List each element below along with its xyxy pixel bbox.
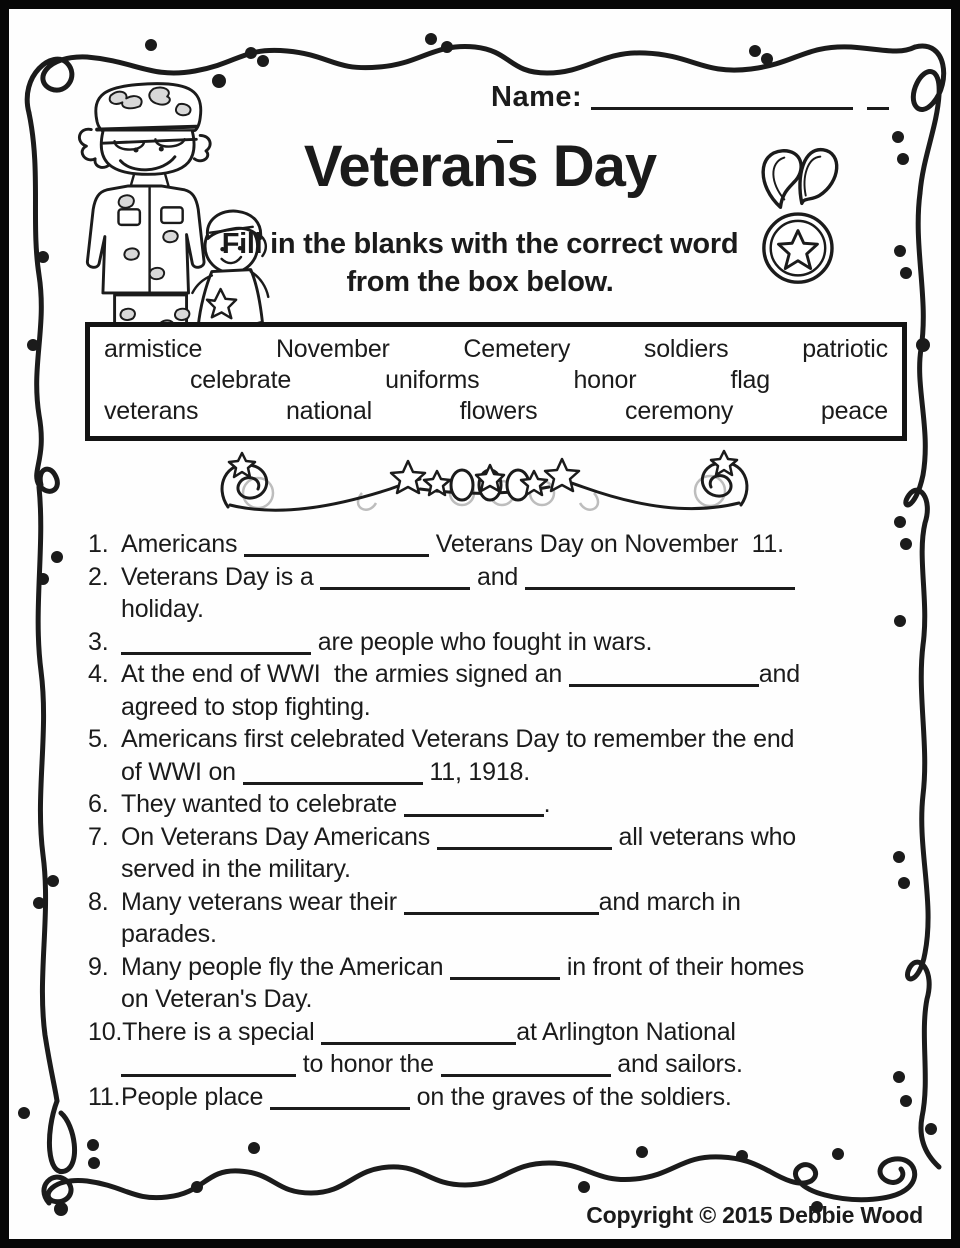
question-text: parades. (121, 920, 217, 948)
question-line (88, 756, 908, 789)
fill-in-blank (450, 957, 560, 980)
question-text: Veterans Day is a (121, 562, 321, 591)
question-text: and sailors. (610, 1050, 743, 1078)
question (88, 528, 908, 561)
fill-in-blank (404, 794, 544, 817)
copyright-text: Copyright © 2015 Debbie Wood (586, 1202, 923, 1228)
question-line (88, 723, 908, 756)
question (88, 658, 908, 723)
question-text: and (758, 660, 800, 688)
question-text: in front of their homes (560, 952, 805, 981)
star-medal-icon (747, 143, 845, 289)
fill-in-blank (441, 1054, 611, 1077)
question-text: of WWI on (121, 757, 243, 786)
word-bank-row (104, 334, 888, 365)
question-number: 2. (88, 562, 109, 591)
question-line (88, 1016, 908, 1049)
question-number: 5. (88, 725, 109, 753)
word-bank-word: veterans (104, 397, 199, 425)
question-line (88, 983, 908, 1016)
question-text: all veterans who (611, 822, 796, 851)
fill-in-blank (121, 632, 311, 655)
word-bank-word: armistice (104, 335, 203, 363)
question-text: There is a special (122, 1017, 322, 1046)
question-line (88, 1048, 908, 1081)
fill-in-blank (321, 1022, 516, 1045)
question-number: 8. (88, 887, 109, 916)
question-line (88, 951, 908, 984)
word-bank-word: celebrate (190, 366, 292, 394)
question-text: and (470, 562, 525, 591)
question-text: Many veterans wear their (121, 887, 404, 916)
question-text: agreed to stop fighting. (121, 692, 371, 721)
fill-in-blank (121, 1054, 296, 1077)
question (88, 561, 908, 626)
page-title: Veterans Day (303, 134, 657, 199)
question-text: Americans first celebrated Veterans Day to remember the end (121, 725, 795, 753)
word-bank-word: Cemetery (463, 335, 571, 363)
question-text: On Veterans Day Americans (121, 822, 437, 851)
question-line (88, 1081, 908, 1114)
question-text: on Veteran's Day. (121, 985, 313, 1013)
question-line (88, 561, 908, 594)
question-text: 11, 1918. (422, 757, 530, 786)
question (88, 951, 908, 1016)
instructions-line1: Fill in the blanks with the correct word (221, 228, 739, 260)
question (88, 1016, 908, 1081)
name-blank-dash (867, 83, 889, 110)
question-line (88, 593, 908, 626)
question-line (88, 658, 908, 691)
question-text: holiday. (121, 595, 204, 623)
fill-in-blank (404, 892, 599, 915)
question-text: They wanted to celebrate (121, 790, 404, 818)
fill-in-blank (270, 1087, 410, 1110)
instructions-line2: from the box below. (346, 266, 614, 298)
question-text: are people who fought in wars. (311, 627, 653, 656)
word-bank-word: peace (820, 397, 888, 425)
word-bank-row (104, 396, 888, 427)
question (88, 626, 908, 659)
name-blank-line (591, 83, 853, 110)
word-bank-row (104, 365, 888, 396)
fill-in-blank (320, 567, 470, 590)
question (88, 723, 908, 788)
question-number: 7. (88, 822, 109, 851)
question-line (88, 626, 908, 659)
question-text: at Arlington National (516, 1017, 736, 1046)
fill-in-blank (244, 534, 429, 557)
word-bank-word: uniforms (385, 366, 480, 394)
question (88, 788, 908, 821)
question-text: to honor the (296, 1050, 441, 1078)
question-number: 9. (88, 952, 109, 981)
question-text: . (543, 790, 551, 818)
question-line (88, 821, 908, 854)
question-text: Americans (121, 530, 245, 558)
questions-list (88, 528, 908, 1113)
question-number: 4. (88, 660, 109, 688)
name-label: Name: (491, 81, 583, 113)
word-bank-word: ceremony (625, 397, 734, 425)
word-bank-word: flag (730, 366, 770, 394)
word-bank-word: soldiers (643, 335, 729, 363)
fill-in-blank (525, 567, 795, 590)
question (88, 886, 908, 951)
question-text: Veterans Day on November 11. (429, 530, 784, 558)
word-bank-word: November (275, 335, 390, 363)
question-number: 11. (88, 1082, 121, 1111)
word-bank-word: patriotic (802, 335, 888, 363)
fill-in-blank (243, 762, 423, 785)
word-bank-word: flowers (459, 397, 538, 425)
question (88, 821, 908, 886)
word-bank-word: national (285, 397, 372, 425)
question-text: and march in (598, 887, 741, 916)
question-line (88, 886, 908, 919)
question-line (88, 918, 908, 951)
question-number: 10. (88, 1017, 123, 1046)
word-bank (85, 322, 907, 441)
word-bank-word: honor (573, 366, 637, 394)
question-line (88, 788, 908, 821)
question-text: People place (121, 1082, 270, 1111)
question (88, 1081, 908, 1114)
question-text: served in the military. (121, 855, 351, 883)
question-line (88, 528, 908, 561)
question-line (88, 853, 908, 886)
question-text: Many people fly the American (121, 952, 451, 981)
question-line (88, 691, 908, 724)
question-number: 1. (88, 530, 109, 558)
fill-in-blank (437, 827, 612, 850)
question-text: At the end of WWI the armies signed an (121, 660, 569, 688)
question-number: 3. (88, 627, 109, 656)
question-text: on the graves of the soldiers. (409, 1082, 732, 1111)
question-number: 6. (88, 790, 109, 818)
fill-in-blank (569, 664, 759, 687)
star-swirl-divider-icon (212, 449, 757, 515)
